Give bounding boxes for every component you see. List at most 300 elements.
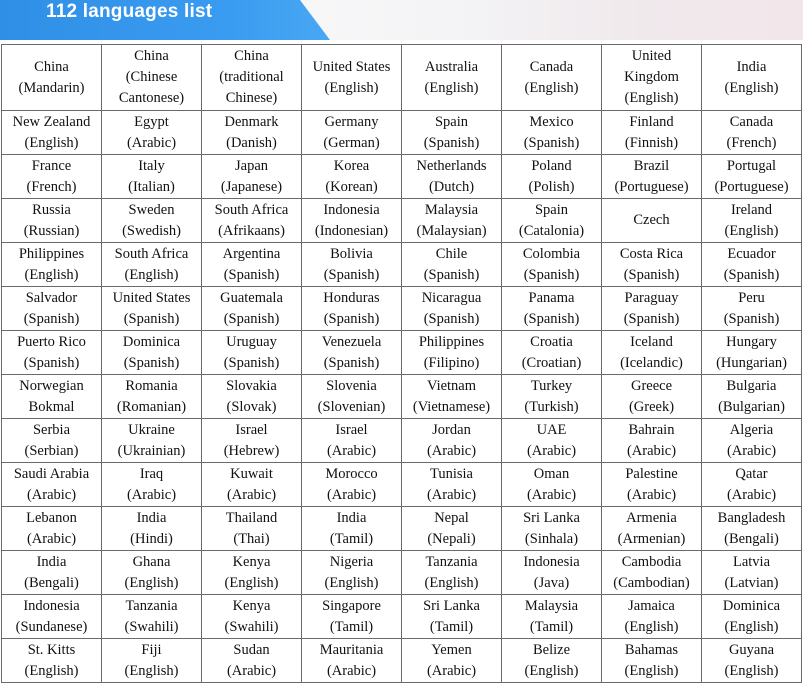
country-name: Indonesia: [523, 553, 580, 570]
language-cell: [502, 111, 602, 155]
country-name: Armenia: [626, 509, 677, 526]
country-name: China: [134, 48, 169, 64]
language-cell: [402, 639, 502, 683]
country-name: Morocco: [325, 465, 378, 482]
country-name: Indonesia: [23, 597, 80, 614]
table-row: [2, 419, 802, 463]
language-cell: [302, 595, 402, 639]
language-name: (Spanish): [423, 134, 480, 151]
country-name: Panama: [528, 289, 575, 306]
language-cell: [2, 243, 102, 287]
country-name: Paraguay: [624, 289, 679, 306]
country-name: Bahamas: [624, 641, 679, 658]
language-cell: [302, 463, 402, 507]
country-name: Nepal: [434, 509, 469, 526]
country-name: Germany: [324, 113, 379, 130]
language-cell: [302, 287, 402, 331]
language-name: (English): [324, 79, 379, 96]
language-cell: [2, 331, 102, 375]
language-cell: [2, 199, 102, 243]
language-name: (Afrikaans): [218, 222, 285, 239]
language-cell: [602, 463, 702, 507]
language-cell: [402, 419, 502, 463]
language-name: (Bengali): [24, 574, 79, 591]
language-name: (Arabic): [726, 442, 777, 459]
language-cell: [502, 155, 602, 199]
country-name: Brazil: [633, 157, 670, 174]
language-name: (Nepali): [427, 530, 476, 547]
language-cell: [702, 243, 802, 287]
country-name: Canada: [729, 113, 774, 130]
language-cell: [402, 45, 502, 111]
language-cell: [102, 331, 202, 375]
country-name: Tanzania: [125, 597, 178, 614]
language-name: (Swedish): [122, 222, 181, 239]
languages-table-container: [0, 44, 803, 679]
country-name: Puerto Rico: [17, 333, 86, 350]
language-name: Kingdom: [624, 69, 679, 85]
language-cell: [702, 111, 802, 155]
language-cell: [602, 419, 702, 463]
country-name: Ireland: [730, 201, 773, 218]
language-name: (Romanian): [116, 398, 187, 415]
country-name: Japan: [234, 157, 268, 174]
country-name: United States: [312, 58, 391, 75]
language-name: (Spanish): [523, 266, 580, 283]
country-name: Argentina: [222, 245, 281, 262]
language-name: (Arabic): [426, 662, 477, 679]
language-name: (Spanish): [23, 310, 80, 327]
language-cell: [402, 463, 502, 507]
country-name: Kenya: [232, 597, 271, 614]
language-name: (Portuguese): [614, 178, 689, 195]
table-row: [2, 507, 802, 551]
country-name: Spain: [534, 201, 569, 218]
language-name: (Spanish): [523, 134, 580, 151]
language-name: (Latvian): [724, 574, 779, 591]
country-name: China: [34, 58, 69, 75]
language-cell: [502, 331, 602, 375]
language-cell: [302, 199, 402, 243]
language-cell: [102, 419, 202, 463]
country-name: India: [136, 509, 167, 526]
country-name: Greece: [630, 377, 673, 394]
language-cell: [102, 375, 202, 419]
country-name: Costa Rica: [619, 245, 684, 262]
language-cell: [602, 243, 702, 287]
language-cell: [102, 243, 202, 287]
language-name: (Spanish): [723, 266, 780, 283]
language-cell: [602, 507, 702, 551]
table-row: [2, 375, 802, 419]
language-name: (Spanish): [223, 354, 280, 371]
language-name: (Japanese): [220, 178, 283, 195]
language-name: (English): [24, 266, 79, 283]
country-name: Sri Lanka: [523, 509, 580, 526]
country-name: Indonesia: [323, 201, 380, 218]
country-name: Nigeria: [329, 553, 374, 570]
language-cell: [502, 595, 602, 639]
country-name: Algeria: [729, 421, 774, 438]
language-cell: [102, 155, 202, 199]
country-name: China: [234, 48, 269, 64]
language-name: (English): [724, 79, 779, 96]
language-name: (Arabic): [326, 662, 377, 679]
country-name: Korea: [333, 157, 370, 174]
country-name: Ecuador: [727, 245, 776, 262]
language-name: (Arabic): [526, 442, 577, 459]
language-cell: [602, 551, 702, 595]
country-name: Egypt: [134, 113, 169, 130]
country-name: Salvador: [25, 289, 78, 306]
language-name: (Spanish): [523, 310, 580, 327]
language-cell: [2, 375, 102, 419]
language-name: (English): [424, 574, 479, 591]
table-row: [2, 155, 802, 199]
language-name: (Slovenian): [317, 398, 386, 415]
country-name: Guatemala: [220, 289, 283, 306]
language-cell: [2, 155, 102, 199]
country-name: Bangladesh: [717, 509, 786, 526]
language-name: (Bulgarian): [718, 398, 785, 415]
language-cell: [402, 155, 502, 199]
country-name: United States: [112, 289, 191, 306]
language-name: (Arabic): [26, 486, 77, 503]
language-name: (Thai): [233, 530, 270, 547]
languages-table: [1, 44, 802, 683]
language-cell: [302, 419, 402, 463]
country-name: UAE: [536, 421, 567, 438]
language-cell: [602, 639, 702, 683]
country-name: Colombia: [522, 245, 581, 262]
language-name: (English): [724, 618, 779, 635]
country-name: Kenya: [232, 553, 271, 570]
country-name: India: [736, 58, 767, 75]
country-name: Belize: [532, 641, 571, 658]
country-name: Turkey: [530, 377, 573, 394]
language-cell: [602, 111, 702, 155]
language-cell: [2, 551, 102, 595]
language-name: (Polish): [528, 178, 575, 195]
language-name: (Italian): [128, 178, 175, 195]
language-name: (Arabic): [626, 442, 677, 459]
language-cell: [202, 45, 302, 111]
language-cell: [702, 375, 802, 419]
country-name: Cambodia: [621, 553, 682, 570]
country-name: Serbia: [32, 421, 71, 438]
language-name: (Spanish): [323, 266, 380, 283]
language-name: (English): [324, 574, 379, 591]
language-name: (Finnish): [624, 134, 679, 151]
country-name: Spain: [434, 113, 469, 130]
language-name: (Catalonia): [518, 222, 585, 239]
language-name: (English): [524, 662, 579, 679]
language-name: (Arabic): [226, 486, 277, 503]
language-cell: [702, 463, 802, 507]
table-row: [2, 111, 802, 155]
language-cell: [502, 507, 602, 551]
language-name: (Arabic): [326, 442, 377, 459]
country-name: Nicaragua: [421, 289, 482, 306]
language-name: (Russian): [23, 222, 80, 239]
language-cell: [2, 507, 102, 551]
country-name: Tanzania: [425, 553, 478, 570]
country-name: Qatar: [735, 465, 768, 482]
language-name: (Arabic): [326, 486, 377, 503]
language-name: (English): [224, 574, 279, 591]
language-name: (Spanish): [123, 310, 180, 327]
language-cell: [102, 287, 202, 331]
language-cell: [702, 155, 802, 199]
language-cell: [202, 243, 302, 287]
language-name: (English): [24, 134, 79, 151]
table-row: [2, 639, 802, 683]
language-cell: [402, 287, 502, 331]
language-name: (English): [724, 662, 779, 679]
language-name: (Java): [533, 574, 570, 591]
language-name: (Arabic): [126, 486, 177, 503]
country-name: Canada: [529, 58, 574, 75]
language-cell: [502, 243, 602, 287]
country-name: Fiji: [141, 641, 162, 658]
language-name: (Arabic): [726, 486, 777, 503]
language-cell: [102, 45, 202, 111]
country-name: Bolivia: [330, 245, 373, 262]
language-name: (Chinese: [125, 69, 178, 85]
language-cell: [302, 639, 402, 683]
language-name: (Arabic): [626, 486, 677, 503]
language-cell: [302, 243, 402, 287]
country-name: United: [631, 48, 672, 64]
language-name: (Turkish): [524, 398, 579, 415]
language-name: Chinese): [225, 90, 278, 106]
country-name: Italy: [138, 157, 165, 174]
country-name: Tunisia: [430, 465, 473, 482]
country-name: Saudi Arabia: [13, 465, 90, 482]
country-name: Czech: [633, 212, 670, 228]
table-row: [2, 595, 802, 639]
language-cell: [402, 199, 502, 243]
language-name: (English): [524, 79, 579, 96]
language-name: (English): [724, 222, 779, 239]
language-name: (Spanish): [23, 354, 80, 371]
language-name: (Spanish): [423, 266, 480, 283]
country-name: Romania: [125, 377, 178, 394]
language-cell: [2, 287, 102, 331]
table-row: [2, 463, 802, 507]
country-name: Uruguay: [226, 333, 277, 350]
table-row: [2, 45, 802, 111]
language-cell: [202, 331, 302, 375]
language-cell: [302, 331, 402, 375]
language-cell: [702, 199, 802, 243]
language-cell: [302, 45, 402, 111]
language-name: (Spanish): [323, 354, 380, 371]
country-name: Malaysia: [424, 201, 479, 218]
country-name: Israel: [235, 421, 268, 438]
language-name: (English): [624, 618, 679, 635]
language-cell: [302, 375, 402, 419]
language-name: (English): [424, 79, 479, 96]
language-cell: [202, 595, 302, 639]
language-name: (Ukrainian): [117, 442, 186, 459]
language-name: (Bengali): [724, 530, 779, 547]
language-name: (French): [26, 178, 77, 195]
language-cell: [402, 595, 502, 639]
language-name: (Arabic): [26, 530, 77, 547]
country-name: South Africa: [214, 201, 289, 218]
language-cell: [302, 507, 402, 551]
country-name: Mexico: [529, 113, 574, 130]
language-name: (Vietnamese): [412, 398, 491, 415]
country-name: Malaysia: [524, 597, 579, 614]
country-name: Sweden: [128, 201, 175, 218]
language-cell: [402, 375, 502, 419]
language-cell: [102, 463, 202, 507]
language-cell: [2, 419, 102, 463]
country-name: South Africa: [114, 245, 189, 262]
country-name: Peru: [738, 289, 765, 306]
country-name: Venezuela: [321, 333, 382, 350]
country-name: Singapore: [322, 597, 381, 614]
language-name: (Spanish): [623, 310, 680, 327]
country-name: Hungary: [726, 333, 777, 350]
language-cell: [602, 45, 702, 111]
table-row: [2, 287, 802, 331]
country-name: Iraq: [139, 465, 164, 482]
country-name: Slovakia: [226, 377, 277, 394]
language-cell: [202, 287, 302, 331]
country-name: Dominica: [122, 333, 181, 350]
language-name: Bokmal: [28, 398, 75, 415]
language-cell: [602, 595, 702, 639]
language-cell: [202, 111, 302, 155]
country-name: Norwegian: [19, 377, 84, 394]
country-name: Slovenia: [326, 377, 377, 394]
language-name: (Dutch): [428, 178, 475, 195]
language-name: (English): [124, 662, 179, 679]
language-cell: [202, 639, 302, 683]
language-cell: [502, 551, 602, 595]
language-name: (Armenian): [617, 530, 686, 547]
language-cell: [702, 507, 802, 551]
language-cell: [202, 507, 302, 551]
language-name: (French): [726, 134, 777, 151]
language-cell: [202, 419, 302, 463]
country-name: Oman: [533, 465, 570, 482]
language-name: (Spanish): [123, 354, 180, 371]
country-name: New Zealand: [12, 113, 91, 130]
country-name: Chile: [435, 245, 468, 262]
language-cell: [702, 551, 802, 595]
country-name: St. Kitts: [27, 641, 76, 658]
country-name: Jordan: [432, 421, 471, 438]
country-name: Kuwait: [230, 465, 273, 482]
language-name: (English): [24, 662, 79, 679]
language-cell: [502, 199, 602, 243]
language-cell: [402, 551, 502, 595]
language-cell: [102, 595, 202, 639]
country-name: Lebanon: [26, 509, 77, 526]
language-name: (Hungarian): [716, 354, 787, 371]
country-name: Vietnam: [426, 377, 477, 394]
country-name: Jamaica: [628, 597, 675, 614]
language-name: (Filipino): [423, 354, 480, 371]
language-cell: [102, 551, 202, 595]
language-cell: [402, 331, 502, 375]
language-cell: [102, 507, 202, 551]
country-name: Iceland: [630, 333, 673, 350]
language-name: (Arabic): [526, 486, 577, 503]
language-cell: [2, 639, 102, 683]
language-cell: [102, 639, 202, 683]
language-cell: [702, 419, 802, 463]
language-cell: [2, 595, 102, 639]
language-name: (Greek): [628, 398, 675, 415]
language-cell: [702, 595, 802, 639]
language-name: (Korean): [325, 178, 378, 195]
country-name: Honduras: [323, 289, 380, 306]
language-cell: [102, 111, 202, 155]
language-name: (Serbian): [24, 442, 79, 459]
language-cell: [302, 155, 402, 199]
language-cell: [602, 375, 702, 419]
country-name: Denmark: [224, 113, 279, 130]
country-name: Israel: [335, 421, 368, 438]
language-name: (Arabic): [426, 486, 477, 503]
language-cell: [702, 287, 802, 331]
country-name: Netherlands: [416, 157, 487, 174]
language-cell: [102, 199, 202, 243]
language-name: (Arabic): [426, 442, 477, 459]
language-cell: [302, 551, 402, 595]
language-cell: [402, 111, 502, 155]
language-cell: [502, 639, 602, 683]
country-name: Palestine: [625, 465, 678, 482]
language-name: (traditional: [219, 69, 284, 85]
table-row: [2, 551, 802, 595]
language-name: (Swahili): [124, 618, 179, 635]
country-name: Croatia: [530, 333, 573, 350]
language-cell: [2, 463, 102, 507]
language-name: (Sinhala): [524, 530, 579, 547]
language-cell: [202, 375, 302, 419]
language-cell: [702, 639, 802, 683]
language-name: (Cambodian): [613, 574, 690, 591]
country-name: France: [31, 157, 72, 174]
language-cell: [702, 45, 802, 111]
table-row: [2, 199, 802, 243]
language-name: (Tamil): [329, 618, 374, 635]
language-name: (Malaysian): [416, 222, 487, 239]
table-row: [2, 243, 802, 287]
language-name: (Hebrew): [223, 442, 280, 459]
language-cell: [602, 199, 702, 243]
language-name: (Icelandic): [620, 354, 683, 371]
language-name: (Tamil): [429, 618, 474, 635]
language-name: (Spanish): [423, 310, 480, 327]
language-cell: [302, 111, 402, 155]
language-name: (Spanish): [723, 310, 780, 327]
country-name: Finland: [629, 113, 674, 130]
language-cell: [502, 287, 602, 331]
language-name: (Portuguese): [714, 178, 789, 195]
language-name: (Tamil): [529, 618, 574, 635]
language-cell: [2, 111, 102, 155]
language-name: (Sundanese): [15, 618, 88, 635]
country-name: Sri Lanka: [423, 597, 480, 614]
language-name: (Tamil): [329, 530, 374, 547]
